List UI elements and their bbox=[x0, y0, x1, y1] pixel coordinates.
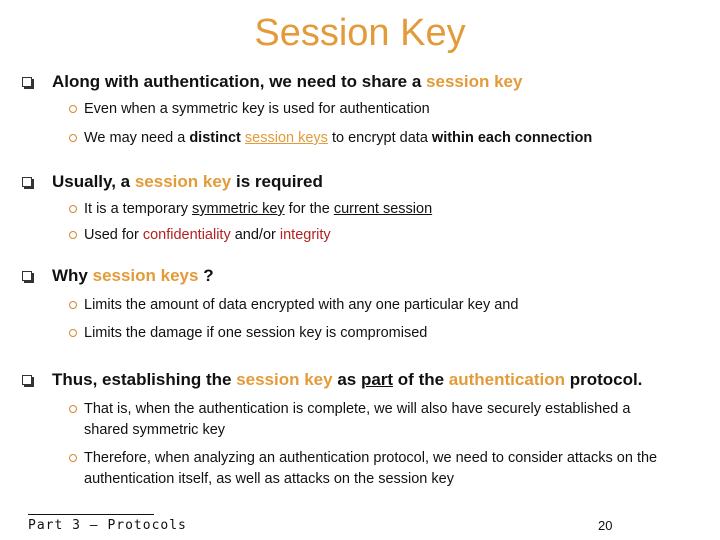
sub-bullet-confidentiality: Used for confidentiality and/or integrity bbox=[84, 225, 684, 246]
bullet-session-key-required: Usually, a session key is required bbox=[52, 172, 323, 192]
circle-bullet-icon bbox=[69, 105, 77, 113]
square-bullet-icon bbox=[22, 77, 32, 87]
sub-bullet-analyzing-attacks: Therefore, when analyzing an authentication protocol, we need to consider attacks on the authentication itself, as well as attacks on the session key bbox=[84, 448, 664, 490]
sub-bullet-limits-damage: Limits the damage if one session key is compromised bbox=[84, 323, 684, 344]
sub-bullet-temporary: It is a temporary symmetric key for the current session bbox=[84, 199, 684, 220]
square-bullet-icon bbox=[22, 375, 32, 385]
circle-bullet-icon bbox=[69, 301, 77, 309]
sub-bullet-symmetric: Even when a symmetric key is used for authentication bbox=[84, 99, 684, 120]
slide-title: Session Key bbox=[254, 12, 466, 54]
circle-bullet-icon bbox=[69, 405, 77, 413]
circle-bullet-icon bbox=[69, 454, 77, 462]
circle-bullet-icon bbox=[69, 231, 77, 239]
sub-bullet-distinct-keys: We may need a distinct session keys to encrypt data within each connection bbox=[84, 128, 684, 149]
sub-bullet-limits-amount: Limits the amount of data encrypted with any one particular key and bbox=[84, 295, 684, 316]
footer-section: Part 3 — Protocols bbox=[28, 518, 187, 533]
page-number: 20 bbox=[598, 518, 613, 533]
sub-bullet-authentication-complete: That is, when the authentication is complete, we will also have securely established a shared symmetric key bbox=[84, 399, 644, 441]
circle-bullet-icon bbox=[69, 134, 77, 142]
footer-divider bbox=[28, 514, 154, 515]
circle-bullet-icon bbox=[69, 205, 77, 213]
bullet-why-session-keys: Why session keys ? bbox=[52, 266, 214, 286]
circle-bullet-icon bbox=[69, 329, 77, 337]
square-bullet-icon bbox=[22, 271, 32, 281]
bullet-establishing: Thus, establishing the session key as part of the authentication protocol. bbox=[52, 370, 642, 390]
square-bullet-icon bbox=[22, 177, 32, 187]
bullet-session-key-share: Along with authentication, we need to share a session key bbox=[52, 72, 522, 92]
